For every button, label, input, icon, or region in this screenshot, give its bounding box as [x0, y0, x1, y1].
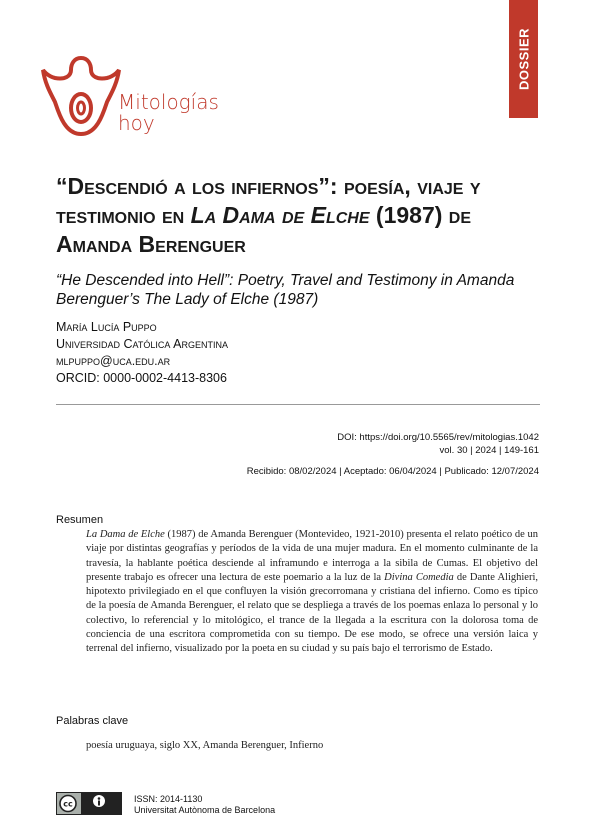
issn: ISSN: 2014-1130 — [134, 794, 203, 804]
hamsa-icon — [41, 50, 121, 140]
abstract-italic-1: La Dama de Elche — [86, 529, 165, 540]
brand-line-2: hoy — [118, 111, 155, 135]
article-subtitle: “He Descended into Hell”: Poetry, Travel and Testimony in Amanda Berenguer’s The Lady of Elche (1987) — [56, 272, 515, 308]
title-italic: La Dama de Elche — [190, 202, 370, 228]
dossier-label: DOSSIER — [516, 27, 531, 91]
publication-dates: Recibido: 08/02/2024 | Aceptado: 06/04/2024 | Publicado: 12/07/2024 — [246, 466, 539, 477]
issn-block — [134, 794, 275, 816]
volume-info: vol. 30 | 2024 | 149-161 — [439, 445, 539, 456]
divider — [56, 404, 540, 405]
mitologias-logo — [41, 50, 121, 145]
title-part-1: “Descendió a los infiernos”: poesía, viaje y testimonio en — [56, 173, 481, 228]
abstract-part-2: de Dante Alighieri, hipotexto privilegiado en el que confluyen la visión grecorromana y cristiana del infierno. Como es típico de la poesía de Amanda Berenguer, el relato que se despliega a través de los poemas enlaza lo personal y lo colectivo, lo referencial y lo mitológico, el trance de la llegada a la escritura con la dolorosa toma de conciencia de una escritora comprometida con su tiempo. De ese modo, se ofrece una versión laica y terrenal del infierno, visualizado por la poeta en su ciudad y su país bajo el terrorismo de Estado. — [86, 571, 539, 655]
author-affiliation: Universidad Católica Argentina — [56, 337, 229, 351]
doi[interactable]: DOI: https://doi.org/10.5565/rev/mitologias.1042 — [337, 432, 539, 443]
publisher: Universitat Autònoma de Barcelona — [134, 805, 276, 815]
abstract-italic-2: Divina Comedia — [384, 571, 454, 583]
author-name: María Lucía Puppo — [56, 320, 157, 334]
abstract-heading: Resumen — [56, 514, 104, 526]
keywords-heading: Palabras clave — [56, 715, 129, 727]
article-title — [56, 172, 546, 259]
license-badge-graphic — [57, 793, 121, 814]
abstract-text — [86, 528, 538, 657]
cc-by-icon[interactable] — [56, 792, 122, 815]
brand-line-1: Mitologías — [118, 90, 219, 114]
keywords-text: poesía uruguaya, siglo XX, Amanda Berenguer, Infierno — [86, 740, 324, 751]
brand-name — [118, 92, 219, 134]
author-orcid[interactable]: ORCID: 0000-0002-4413-8306 — [56, 371, 227, 385]
abstract-part-1: (1987) de Amanda Berenguer (Montevideo, 1921-2010) presenta el relato poético de un viaje por distintas geografías y períodos de la vida de una mujer madura. En el momento culminante de la travesía, la hablante poética desciende al inframundo e interroga a la sibila de Cumas. El objetivo del presente trabajo es ofrecer una lectura de este poemario a la luz de la — [86, 529, 538, 583]
svg-text:cc: cc — [63, 799, 73, 809]
dossier-tab — [509, 0, 538, 118]
title-part-2: (1987) de Amanda Berenguer — [56, 202, 472, 257]
author-email[interactable]: mlpuppo@uca.edu.ar — [56, 354, 171, 368]
